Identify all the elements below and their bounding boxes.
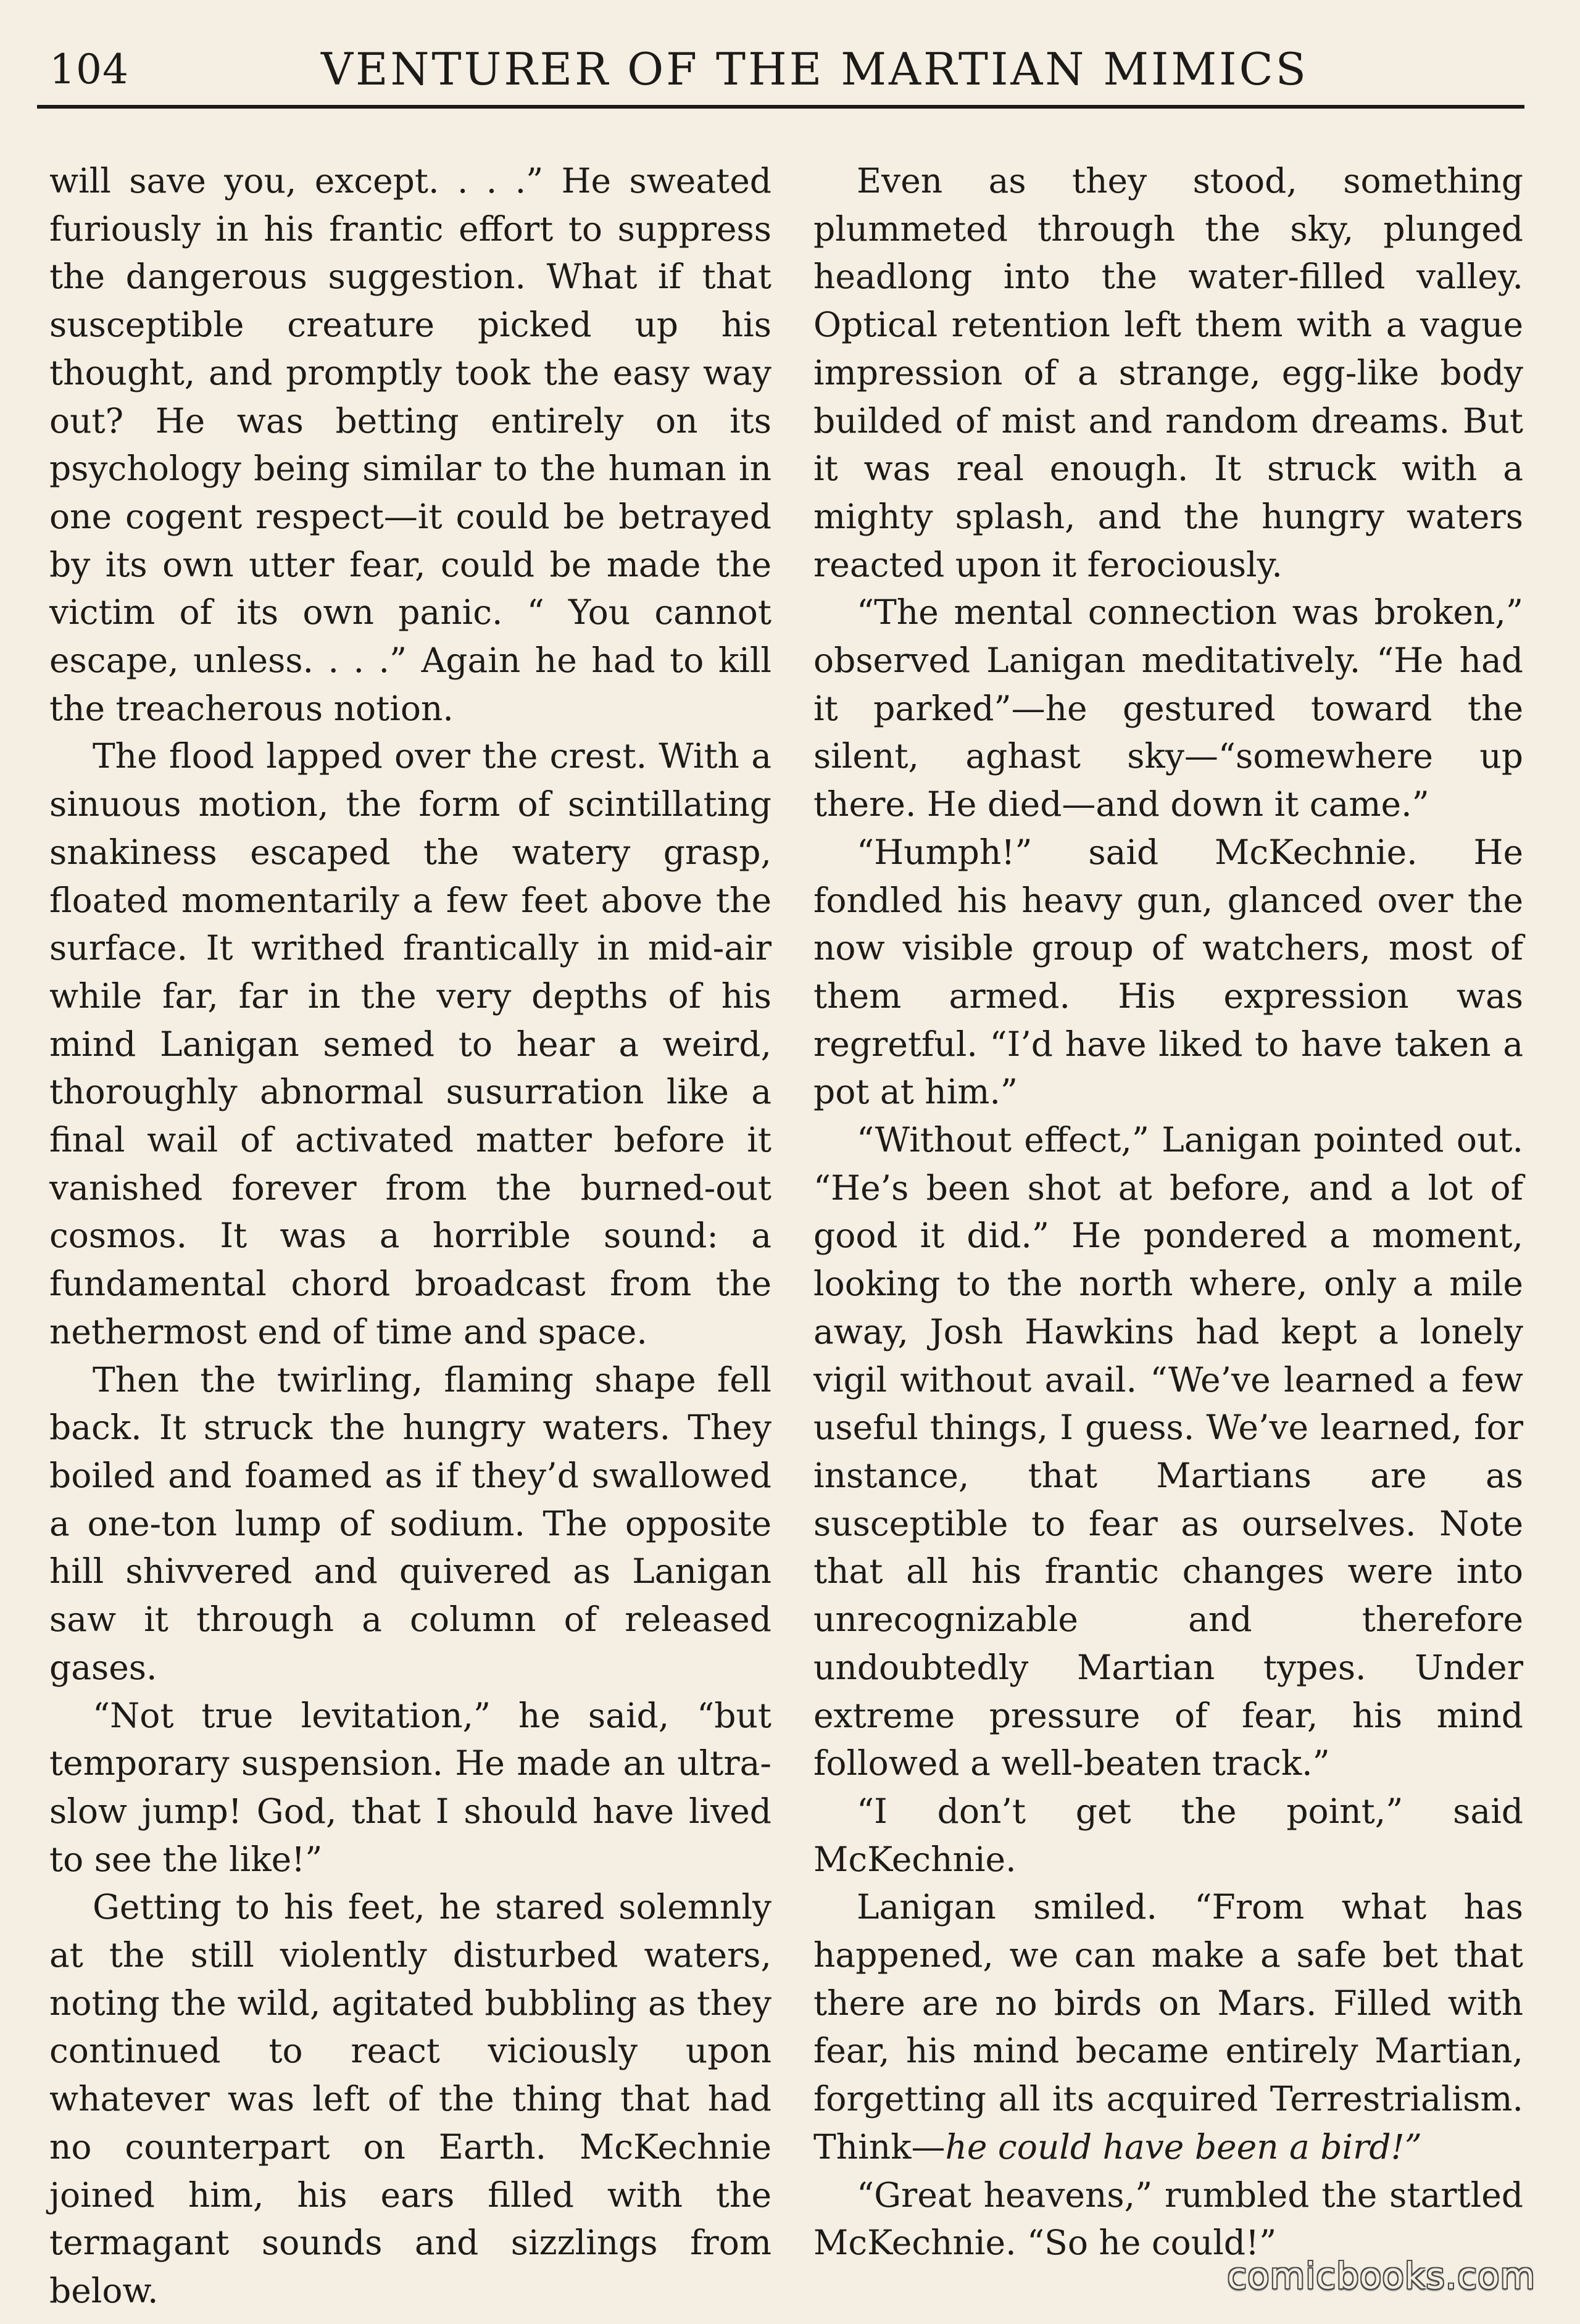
paragraph: “Without effect,” Lanigan pointed out. “He’s been shot at before, and a lot of good it did.” He pondered a moment, looking to the north where, only a mile away, Josh Hawkins had kept a lonely vigil without avail. “We’ve learned a few useful things, I guess. We’ve learned, for instance, that Martians are as susceptible to fear as ourselves. Note that all his frantic changes were into unrecognizable and therefore undoubtedly Martian types. Under extreme pressure of fear, his mind followed a well-beaten track.” bbox=[813, 1120, 1523, 1783]
paragraph: “Not true levitation,” he said, “but temporary suspension. He made an ultra-slow jump! God, that I should have lived to see the like!” bbox=[49, 1695, 771, 1879]
running-title: VENTURER OF THE MARTIAN MIMICS bbox=[321, 43, 1309, 95]
paragraph-with-italic bbox=[813, 1883, 1523, 2171]
paragraph: “The mental connection was broken,” observed Lanigan meditatively. “He had it parked”—he gestured toward the silent, aghast sky—“somewhere up there. He died—and down it came.” bbox=[813, 592, 1523, 824]
page-header bbox=[43, 37, 1518, 99]
paragraph: “Great heavens,” rumbled the startled McKechnie. “So he could!” bbox=[813, 2175, 1523, 2263]
paragraph: “Humph!” said McKechnie. He fondled his heavy gun, glanced over the now visible group of watchers, most of them armed. His expression was regretful. “I’d have liked to have taken a pot at him.” bbox=[813, 832, 1523, 1112]
paragraph-text: Lanigan smiled. “From what has happened, we can make a safe bet that there are no birds on Mars. Filled with fear, his mind became entirely Martian, forgetting all its acquired Terrestrialism. Think— bbox=[813, 1887, 1523, 2167]
right-column bbox=[813, 157, 1523, 2267]
paragraph: “I don’t get the point,” said McKechnie. bbox=[813, 1791, 1523, 1879]
left-column bbox=[49, 157, 771, 2315]
paragraph: The flood lapped over the crest. With a sinuous motion, the form of scintillating snakiness escaped the watery grasp, floated momentarily a few feet above the surface. It writhed frantically in mid-air while far, far in the very depths of his mind Lanigan semed to hear a weird, thoroughly abnormal susurration like a final wail of activated matter before it vanished forever from the burned-out cosmos. It was a horrible sound: a fundamental chord broadcast from the nethermost end of time and space. bbox=[49, 736, 771, 1351]
italic-phrase: he could have been a bird!” bbox=[945, 2127, 1422, 2167]
paragraph: Even as they stood, something plummeted through the sky, plunged headlong into the water-filled valley. Optical retention left them with a vague impression of a strange, egg-like body builded of mist and random dreams. But it was real enough. It struck with a mighty splash, and the hungry waters reacted upon it ferociously. bbox=[813, 161, 1523, 584]
header-rule bbox=[37, 105, 1524, 109]
watermark: comicbooks.com bbox=[1227, 2255, 1536, 2297]
paragraph: Getting to his feet, he stared solemnly at the still violently disturbed waters, noting the wild, agitated bubbling as they continued to react viciously upon whatever was left of the thing that had no counterpart on Earth. McKechnie joined him, his ears filled with the termagant sounds and sizzlings from below. bbox=[49, 1887, 771, 2310]
page-number: 104 bbox=[49, 46, 129, 93]
paragraph: will save you, except. . . .” He sweated furiously in his frantic effort to suppress the dangerous suggestion. What if that susceptible creature picked up his thought, and promptly took the easy way out? He was betting entirely on its psychology being similar to the human in one cogent respect—it could be betrayed by its own utter fear, could be made the victim of its own panic. “ You cannot escape, unless. . . .” Again he had to kill the treacherous notion. bbox=[49, 161, 771, 728]
paragraph: Then the twirling, flaming shape fell back. It struck the hungry waters. They boiled and foamed as if they’d swallowed a one-ton lump of sodium. The opposite hill shivvered and quivered as Lanigan saw it through a column of released gases. bbox=[49, 1359, 771, 1687]
